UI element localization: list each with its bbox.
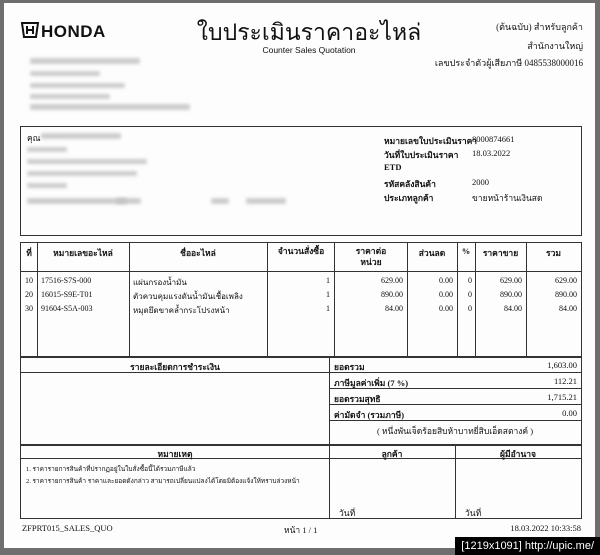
subtotal-label: ยอดรวม — [334, 362, 365, 372]
customer-date-label: วันที่ — [339, 508, 356, 518]
page-number: หน้า 1 / 1 — [284, 525, 318, 535]
etd-label: ETD — [384, 162, 402, 172]
honda-wing-icon — [20, 20, 40, 40]
net-total-label: ยอดรวมสุทธิ — [334, 394, 381, 404]
warehouse-value: 2000 — [472, 177, 489, 187]
table-row — [21, 276, 581, 288]
col-header-percent: % — [461, 246, 471, 256]
row-unit-price: 890.00 — [381, 290, 403, 299]
vat-value: 112.21 — [553, 376, 577, 386]
col-header-part-no: หมายเลขอะไหล่ — [53, 248, 113, 258]
row-unit-price: 629.00 — [381, 276, 403, 285]
items-table — [20, 242, 582, 357]
redacted-customer-line — [27, 159, 147, 164]
redacted-customer-name — [41, 133, 121, 139]
row-qty: 1 — [326, 304, 330, 313]
row-no: 20 — [25, 290, 33, 299]
row-total: 84.00 — [559, 304, 577, 313]
row-percent: 0 — [468, 290, 472, 299]
row-no: 30 — [25, 304, 33, 313]
remarks-signature-box — [20, 445, 582, 519]
row-total: 890.00 — [555, 290, 577, 299]
row-sale-price: 84.00 — [504, 304, 522, 313]
row-part-no: 17516-S7S-000 — [41, 276, 92, 285]
col-header-discount: ส่วนลด — [418, 248, 446, 258]
row-unit-price: 84.00 — [385, 304, 403, 313]
approver-signature-label: ผู้มีอำนาจ — [499, 449, 537, 459]
honda-logo — [20, 18, 138, 46]
summary-box — [20, 357, 582, 445]
payment-details-label: รายละเอียดการชำระเงิน — [130, 362, 220, 372]
customer-signature-label: ลูกค้า — [381, 449, 403, 459]
brand-name: HONDA — [41, 22, 106, 41]
redacted-customer-fax — [246, 198, 286, 204]
image-host-watermark: [1219x1091] http://upic.me/ — [455, 537, 600, 555]
row-qty: 1 — [326, 276, 330, 285]
customer-type-label: ประเภทลูกค้า — [384, 193, 434, 203]
head-office-label: สำนักงานใหญ่ — [527, 41, 583, 51]
quote-date-value: 18.03.2022 — [472, 148, 511, 158]
remarks-label: หมายเหตุ — [157, 449, 193, 459]
customer-info-box — [20, 126, 582, 236]
tax-id: เลขประจำตัวผู้เสียภาษี 0485538000016 — [434, 58, 583, 68]
deposit-value: 0.00 — [562, 408, 577, 418]
net-total-value: 1,715.21 — [547, 392, 577, 402]
row-qty: 1 — [326, 290, 330, 299]
table-row — [21, 304, 581, 316]
row-part-name: ตัวควบคุมแรงดันน้ำมันเชื้อเพลิง — [133, 292, 243, 301]
row-part-name: แผ่นกรองน้ำมัน — [133, 278, 187, 287]
warehouse-label: รหัสคลังสินค้า — [384, 179, 436, 189]
customer-type-value: ขายหน้าร้านเงินสด — [472, 193, 543, 203]
row-part-no: 91604-S5A-003 — [41, 304, 93, 313]
col-header-part-name: ชื่ออะไหล่ — [180, 248, 216, 258]
redacted-customer-phone — [27, 198, 127, 204]
approver-date-label: วันที่ — [465, 508, 482, 518]
col-header-no: ที่ — [26, 248, 32, 258]
quote-no-value: 8000874661 — [472, 134, 515, 144]
redacted-dealer-line — [30, 94, 110, 99]
redacted-dealer-name — [30, 58, 140, 64]
col-header-total: รวม — [546, 248, 561, 258]
row-part-name: หมุดยึดขาคล้ำกระโปรงหน้า — [133, 306, 230, 315]
row-percent: 0 — [468, 304, 472, 313]
row-sale-price: 890.00 — [500, 290, 522, 299]
redacted-dealer-line — [30, 104, 190, 110]
redacted-customer-line — [27, 183, 67, 188]
row-total: 629.00 — [555, 276, 577, 285]
quote-date-label: วันที่ใบประเมินราคา — [384, 150, 459, 160]
row-discount: 0.00 — [439, 290, 453, 299]
customer-name-label: คุณ — [27, 133, 41, 143]
row-no: 10 — [25, 276, 33, 285]
redacted-customer-line — [27, 171, 137, 176]
amount-in-words: ( หนึ่งพันเจ็ดร้อยสิบห้าบาทยี่สิบเอ็ดสตางค์ ) — [376, 426, 534, 436]
subtotal-value: 1,603.00 — [547, 360, 577, 370]
table-row — [21, 290, 581, 302]
row-sale-price: 629.00 — [500, 276, 522, 285]
redacted-customer-fax — [211, 198, 229, 204]
document-subtitle: Counter Sales Quotation — [262, 45, 356, 55]
row-discount: 0.00 — [439, 276, 453, 285]
col-header-unit-price: ราคาต่อหน่วย — [355, 246, 387, 267]
vat-label: ภาษีมูลค่าเพิ่ม (7 %) — [334, 378, 409, 388]
quotation-sheet — [4, 3, 595, 548]
row-discount: 0.00 — [439, 304, 453, 313]
redacted-dealer-line — [30, 71, 100, 76]
document-title: ใบประเมินราคาอะไหล่ — [196, 20, 422, 45]
row-percent: 0 — [468, 276, 472, 285]
col-header-sale-price: ราคาขาย — [482, 248, 519, 258]
row-part-no: 16015-S9E-T01 — [41, 290, 93, 299]
form-code: ZFPRT015_SALES_QUO — [22, 523, 113, 533]
col-header-qty: จำนวนสั่งซื้อ — [277, 246, 325, 256]
quote-no-label: หมายเลขใบประเมินราคา — [384, 136, 478, 146]
copy-label: (ต้นฉบับ) สำหรับลูกค้า — [496, 22, 583, 32]
deposit-label: ค่ามัดจำ (รวมภาษี) — [334, 410, 405, 420]
redacted-customer-phone — [116, 198, 141, 204]
remark-line-2: 2. ราคารายการสินค้า ราคาและยอดดังกล่าว สามารถเปลี่ยนแปลงได้โดยมิต้องแจ้งให้ทราบล่วงหน้า — [26, 478, 300, 485]
redacted-customer-line — [27, 147, 67, 152]
print-timestamp: 18.03.2022 10:33:58 — [510, 523, 581, 533]
remark-line-1: 1. ราคารายการสินค้าที่ปรากฏอยู่ในใบสั่งซื้อนี้ได้รวมภาษีแล้ว — [26, 466, 196, 473]
redacted-dealer-line — [30, 83, 125, 88]
